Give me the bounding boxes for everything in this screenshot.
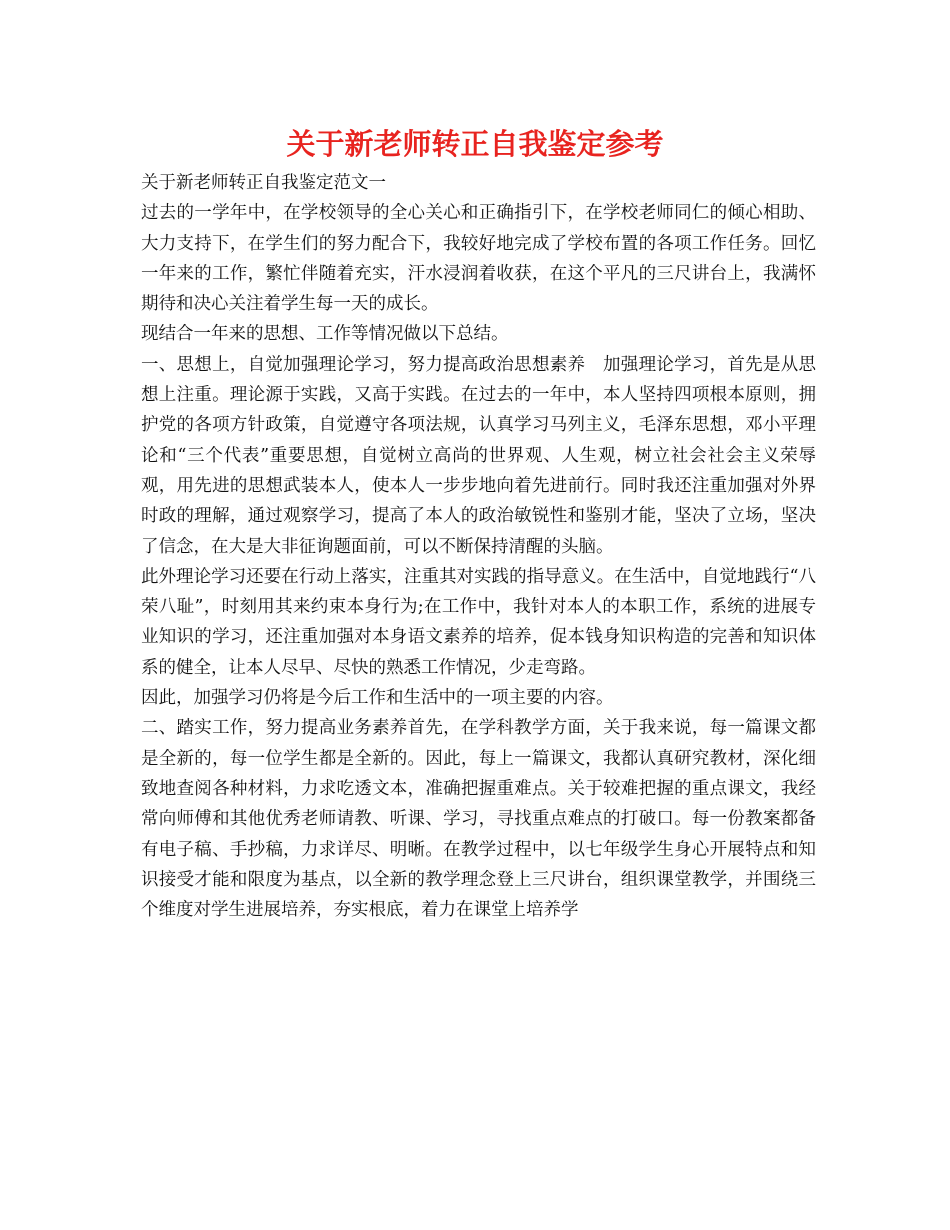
subtitle-paragraph: 关于新老师转正自我鉴定范文一 [141, 173, 386, 193]
body-paragraph: 此外理论学习还要在行动上落实，注重其对实践的指导意义。在生活中，自觉地践行“八荣八耻”，时刻用其来约束本身行为;在工作中，我针对本人的本职工作，系统的进展专业知识的学习，还注重加强对本身语文素养的培养，促本钱身知识构造的完善和知识体系的健全，让本人尽早、尽快的熟悉工作情况，少走弯路。 [141, 566, 816, 678]
body-paragraph: 一、思想上，自觉加强理论学习，努力提高政治思想素养 加强理论学习，首先是从思想上注重。理论源于实践，又高于实践。在过去的一年中，本人坚持四项根本原则，拥护党的各项方针政策，自觉遵守各项法规，认真学习马列主义，毛泽东思想，邓小平理论和“三个代表”重要思想，自觉树立高尚的世界观、人生观，树立社会社会主义荣辱观，用先进的思想武装本人，使本人一步步地向着先进前行。同时我还注重加强对外界时政的理解，通过观察学习，提高了本人的政治敏锐性和鉴别才能，坚决了立场，坚决了信念，在大是大非征询题面前，可以不断保持清醒的头脑。 [141, 354, 816, 557]
body-paragraph: 现结合一年来的思想、工作等情况做以下总结。 [141, 324, 509, 345]
body-paragraph: 过去的一学年中，在学校领导的全心关心和正确指引下，在学校老师同仁的倾心相助、大力支持下，在学生们的努力配合下，我较好地完成了学校布置的各项工作任务。回忆一年来的工作，繁忙伴随着充实，汗水浸润着收获，在这个平凡的三尺讲台上，我满怀期待和决心关注着学生每一天的成长。 [141, 203, 816, 315]
body-paragraph: 二、踏实工作，努力提高业务素养首先，在学科教学方面，关于我来说，每一篇课文都是全新的，每一位学生都是全新的。因此，每上一篇课文，我都认真研究教材，深化细致地查阅各种材料，力求吃透文本，准确把握重难点。关于较难把握的重点课文，我经常向师傅和其他优秀老师请教、听课、学习，寻找重点难点的打破口。每一份教案都备有电子稿、手抄稿，力求详尽、明晰。在教学过程中，以七年级学生身心开展特点和知识接受才能和限度为基点，以全新的教学理念登上三尺讲台，组织课堂教学，并围绕三个维度对学生进展培养，夯实根底，着力在课堂上培养学 [141, 718, 816, 921]
body-paragraph: 因此，加强学习仍将是今后工作和生活中的一项主要的内容。 [141, 688, 614, 709]
document-title: 关于新老师转正自我鉴定参考 [286, 127, 664, 161]
document-body [141, 168, 816, 925]
